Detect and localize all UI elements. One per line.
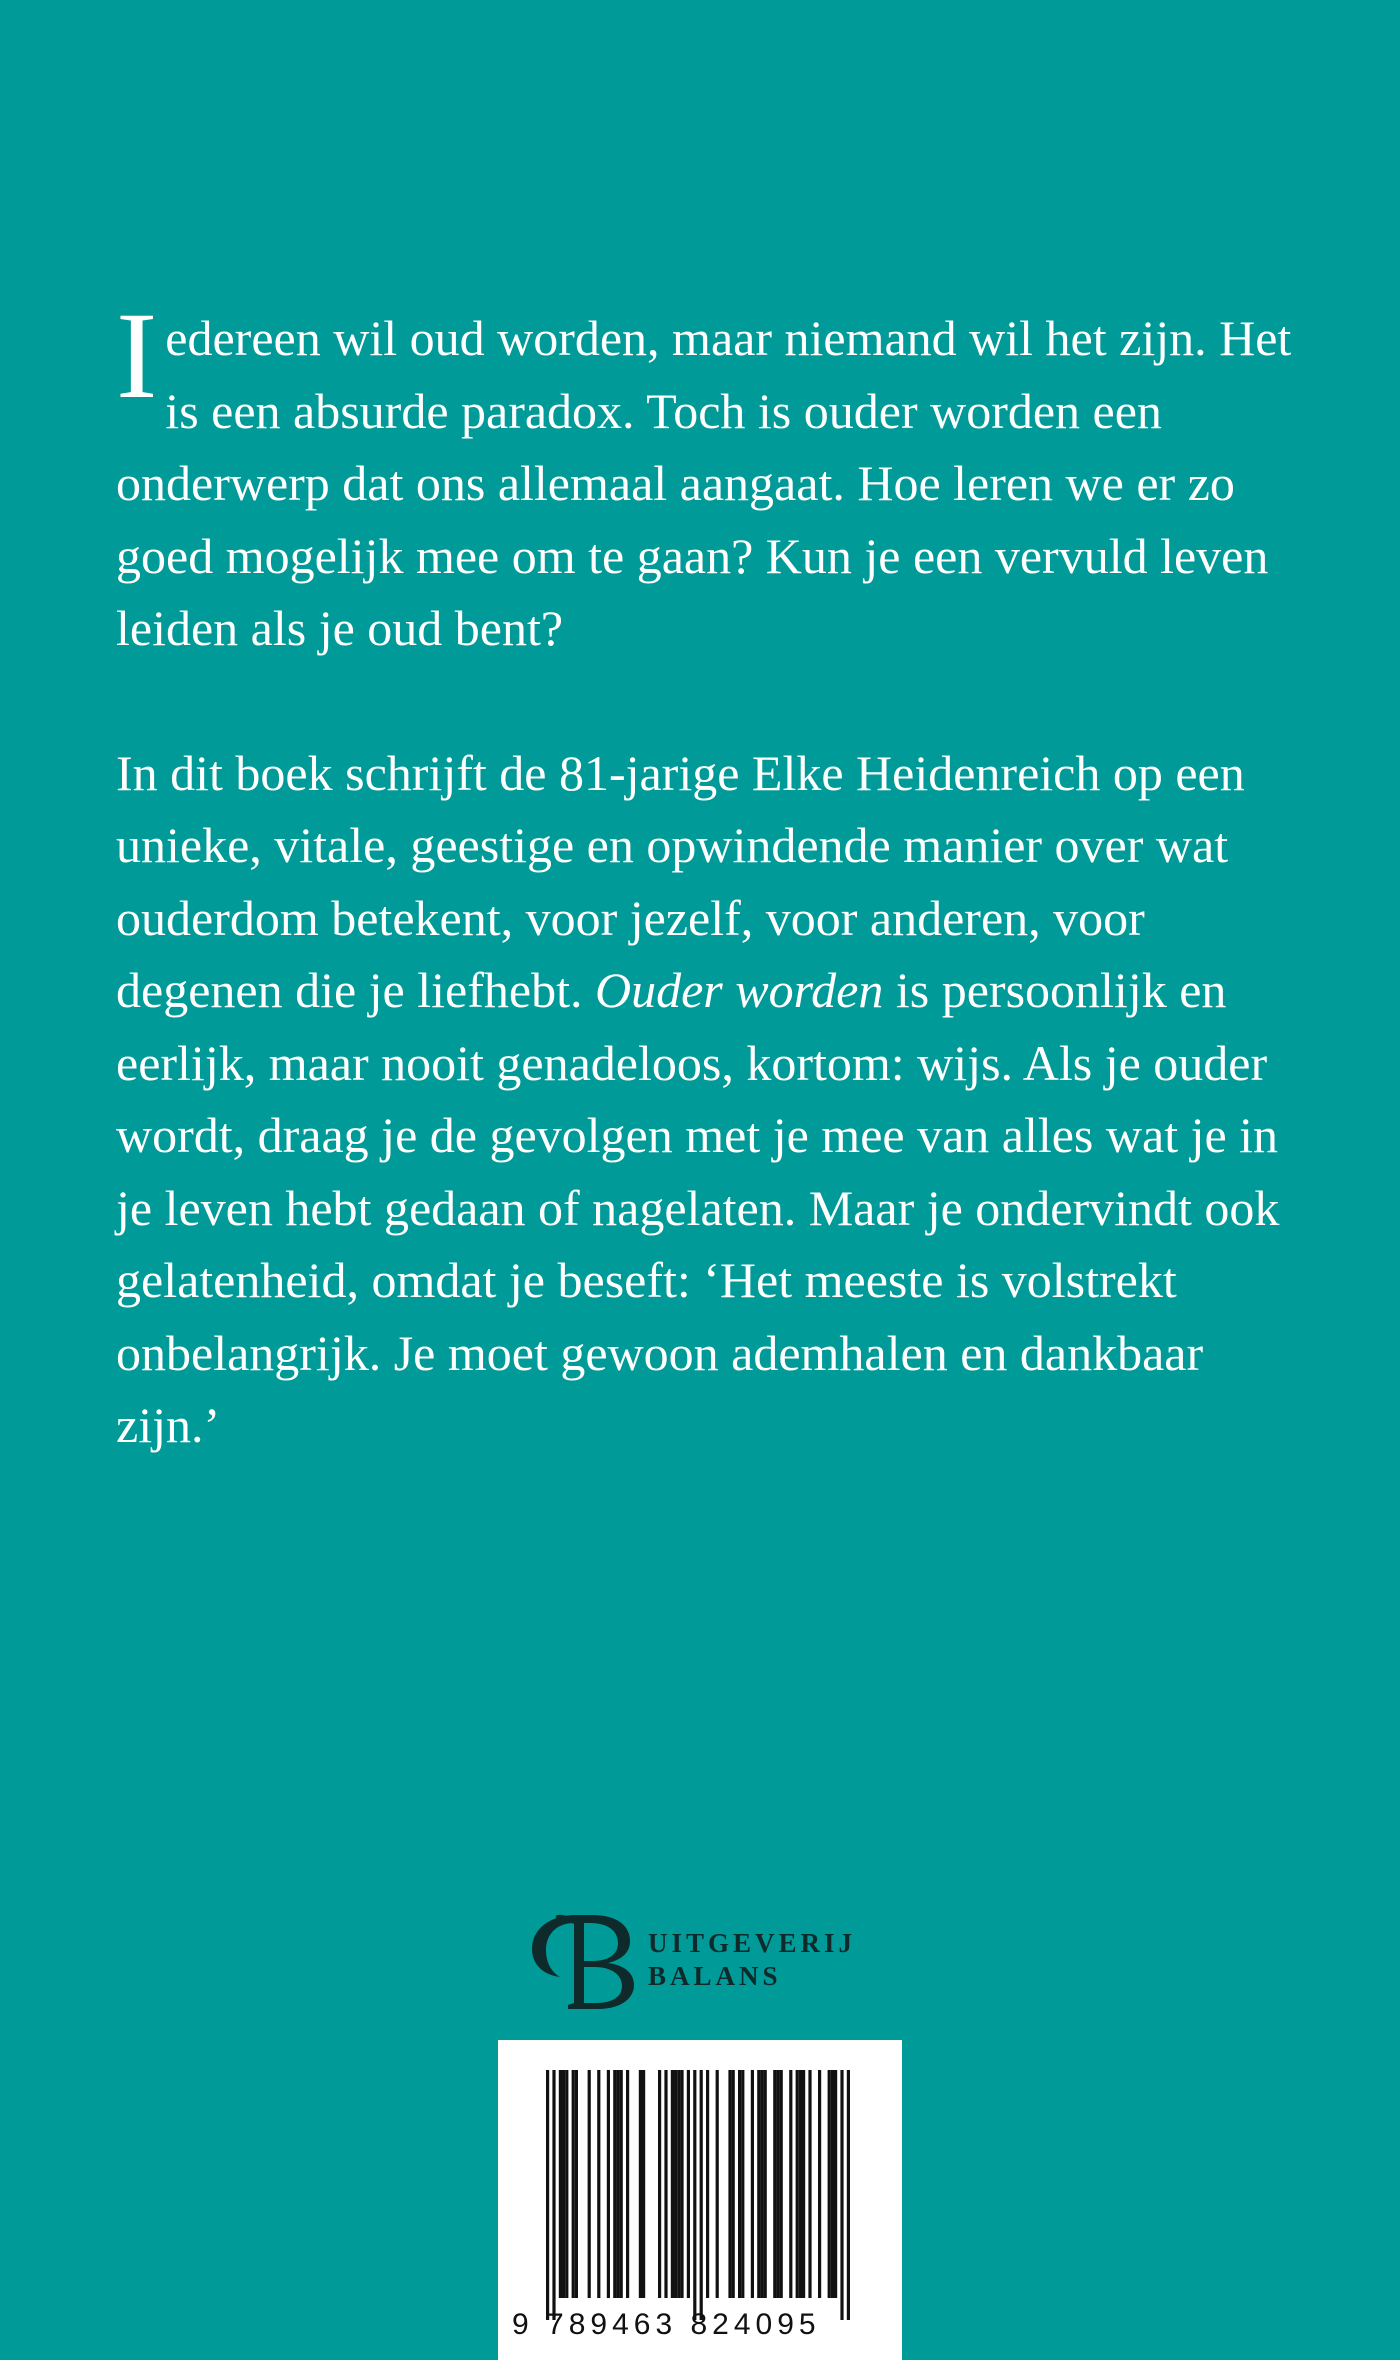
barcode-bar [741, 2070, 744, 2298]
barcode-bar [751, 2070, 754, 2298]
barcode-bar [687, 2070, 690, 2298]
barcode-bar [796, 2070, 799, 2298]
isbn-number: 9 789463 824095 [512, 2308, 821, 2341]
barcode-bar [607, 2070, 610, 2298]
barcode-bar [831, 2070, 834, 2298]
barcode-bar [693, 2070, 696, 2320]
barcode-bar [671, 2070, 674, 2298]
barcode-bar [808, 2070, 811, 2298]
barcode-bar [642, 2070, 645, 2298]
book-title-italic: Ouder worden [594, 962, 884, 1018]
barcode-bar [626, 2070, 629, 2298]
barcode-bar [732, 2070, 735, 2298]
paragraph-2-text-start: In dit boek schrijft de 81-jarige Elke Heidenreich op een unieke, vitale, geestige en opwindende manier over wat ouderdom betekent, voor jezelf, voor anderen, voor degenen die je liefhebt. [116, 744, 1245, 1018]
barcode-bar [706, 2070, 709, 2298]
publisher-line-2: BALANS [648, 1961, 782, 1991]
barcode-bar [588, 2070, 591, 2298]
barcode-bar [639, 2070, 642, 2298]
barcode-bar [776, 2070, 779, 2298]
blurb-text [116, 287, 1306, 1462]
barcode-bar [840, 2070, 843, 2320]
barcode-bar [658, 2070, 661, 2298]
barcode-bar [802, 2070, 805, 2298]
barcode-bar [559, 2070, 562, 2298]
barcode-bar [613, 2070, 616, 2298]
publisher-logo [528, 1905, 888, 2015]
barcode-bar [620, 2070, 623, 2298]
barcode-bar [572, 2070, 575, 2298]
barcode-bar [664, 2070, 667, 2298]
barcode-bar [674, 2070, 677, 2298]
blurb-paragraph-1 [116, 287, 1306, 665]
barcode-bar [716, 2070, 719, 2298]
balans-logo-icon [528, 1905, 638, 2015]
barcode-bar [597, 2070, 600, 2298]
barcode-bar [738, 2070, 741, 2298]
barcode-bar [680, 2070, 683, 2298]
barcode-bar [700, 2070, 703, 2320]
barcode-bar [847, 2070, 850, 2320]
barcode-bar [799, 2070, 802, 2298]
publisher-name [648, 1927, 856, 1993]
barcode-bar [728, 2070, 731, 2298]
barcode-bar [575, 2070, 578, 2298]
paragraph-2-text-end: is persoonlijk en eerlijk, maar nooit genadeloos, kortom: wijs. Als je ouder wordt, draag je de gevolgen met je mee van alles wat je in je leven hebt gedaan of nagelaten. Maar je ondervindt ook gelatenheid, omdat je beseft: ‘Het meeste is volstrekt onbelangrijk. Je moet gewoon ademhalen en dankbaar zijn.’ [116, 962, 1280, 1453]
barcode-bar [546, 2070, 549, 2320]
barcode-bar [565, 2070, 568, 2298]
barcode-bar [760, 2070, 763, 2298]
barcode-bar [818, 2070, 821, 2298]
barcode-bar [677, 2070, 680, 2298]
drop-cap: I [116, 287, 158, 424]
barcode-bar [789, 2070, 792, 2298]
publisher-line-1: UITGEVERIJ [648, 1928, 857, 1958]
barcode-bar [764, 2070, 767, 2298]
isbn-barcode [498, 2040, 902, 2360]
blurb-paragraph-2 [116, 737, 1306, 1462]
barcode-bar [834, 2070, 837, 2298]
barcode-bar [780, 2070, 783, 2298]
barcode-bar [562, 2070, 565, 2298]
barcode-bar [552, 2070, 555, 2320]
paragraph-1-text: edereen wil oud worden, maar niemand wil het zijn. Het is een absurde paradox. Toch is ouder worden een onderwerp dat ons allemaal aangaat. Hoe leren we er zo goed mogelijk mee om te gaan? Kun je een vervuld leven leiden als je oud bent? [116, 310, 1292, 656]
barcode-bar [828, 2070, 831, 2298]
barcode-bar [773, 2070, 776, 2298]
barcode-bar [757, 2070, 760, 2298]
barcode-bar [616, 2070, 619, 2298]
